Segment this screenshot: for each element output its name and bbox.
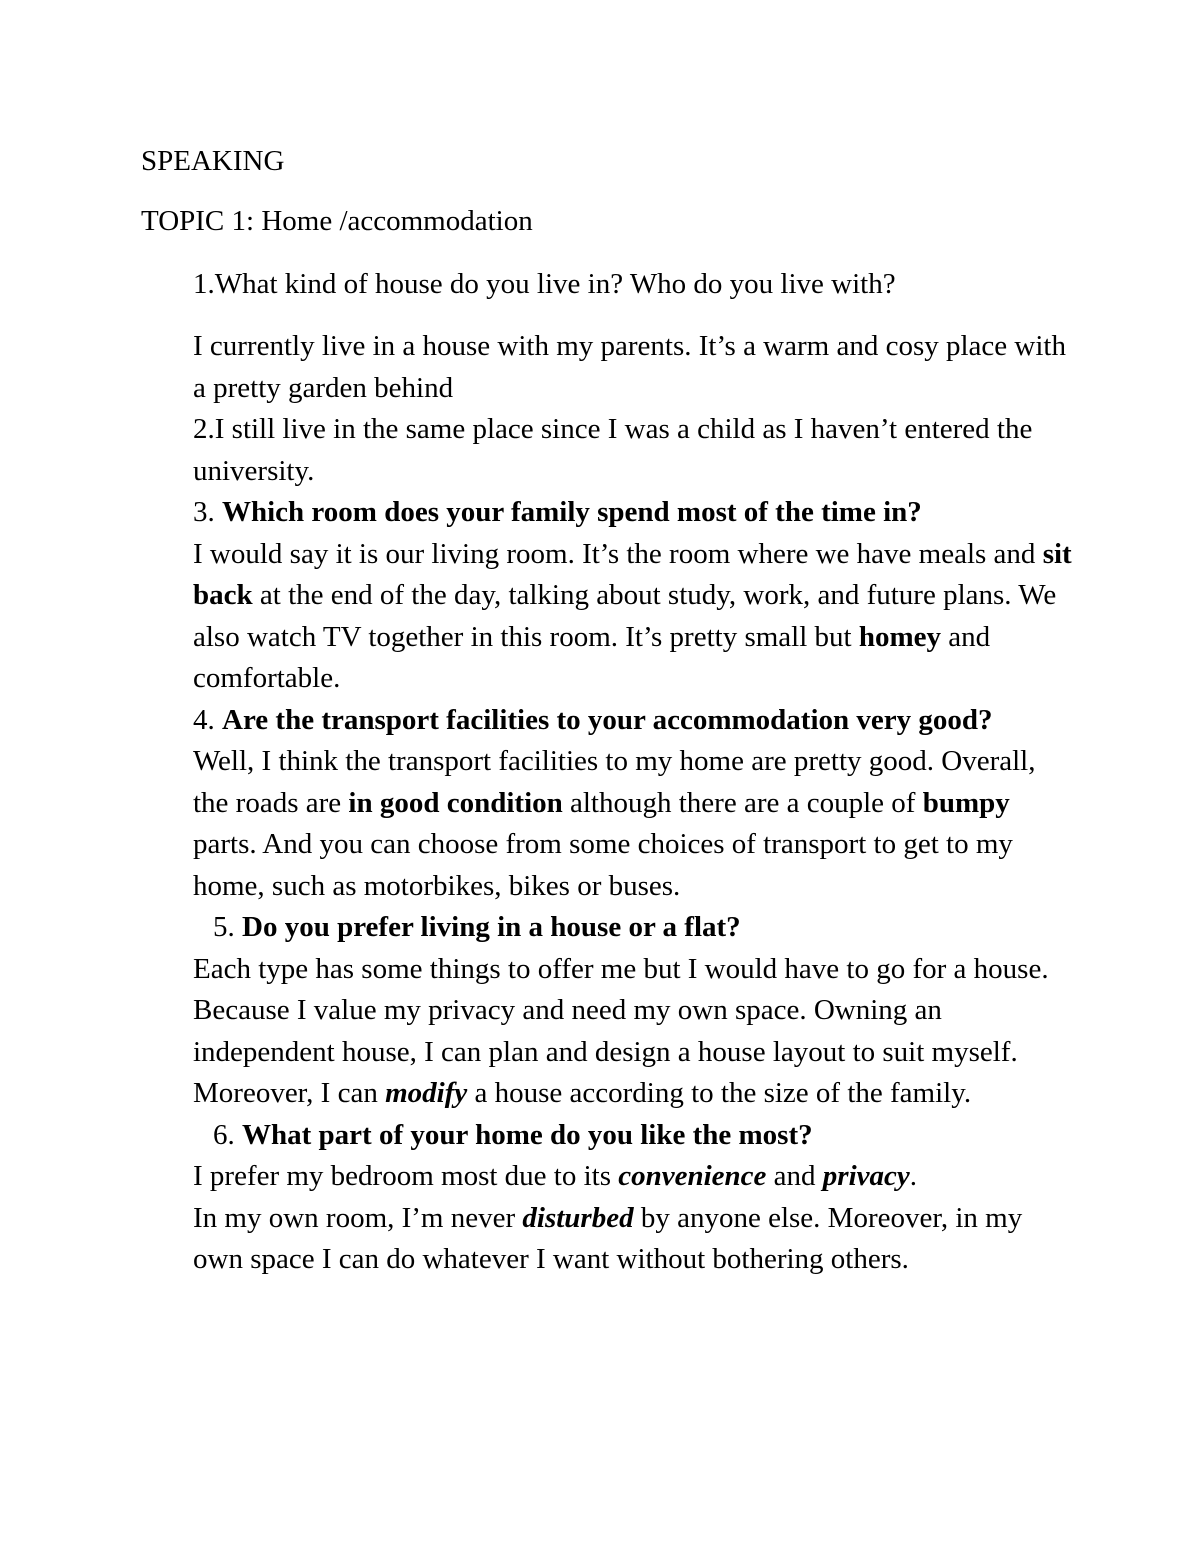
question-6-text: What part of your home do you like the most?	[242, 1118, 813, 1151]
answer-5	[193, 949, 1073, 1115]
answer-4	[193, 741, 1073, 907]
question-4-number: 4.	[193, 703, 222, 736]
answer-6-part-4: In my own room, I’m never	[193, 1201, 523, 1234]
answer-3-part-3: and comfortable.	[193, 620, 991, 694]
answer-6-part-1: I prefer my bedroom most due to its	[193, 1160, 619, 1192]
answer-6-emphasis-2: privacy	[822, 1160, 910, 1192]
answer-5-emphasis-1: modify	[385, 1077, 468, 1109]
answer-6-line-1	[193, 1156, 1073, 1198]
answer-3-part-1: I would say it is our living room. It’s the room where we have meals and	[193, 537, 1043, 570]
answer-6-part-5: by anyone else. Moreover, in my own space I can do whatever I want without bothering others.	[193, 1201, 1023, 1275]
question-5	[193, 907, 1073, 949]
question-3	[193, 492, 1073, 534]
question-6-number: 6.	[213, 1118, 242, 1151]
answer-3	[193, 534, 1073, 700]
answer-4-part-2: although there are a couple of	[562, 786, 923, 819]
question-3-number: 3.	[193, 496, 222, 528]
answer-3-bold-2: homey	[858, 620, 942, 653]
question-6	[193, 1115, 1073, 1157]
answer-5-part-1: Each type has some things to offer me but I would have to go for a house. Because I value my privacy and need my own space. Owning an independent house, I can plan and design a house layout to suit myself. Moreover, I can	[193, 952, 1049, 1109]
question-4-text: Are the transport facilities to your accommodation very good?	[222, 703, 993, 736]
question-3-text: Which room does your family spend most of the time in?	[222, 496, 922, 528]
answer-6-part-3: .	[909, 1160, 918, 1192]
document-heading: SPEAKING	[141, 145, 285, 177]
answer-1: I currently live in a house with my parents. It’s a warm and cosy place with a pretty garden behind	[193, 330, 1066, 404]
answer-4-part-1: Well, I think the transport facilities to my home are pretty good. Overall, the roads are	[193, 745, 1036, 819]
answer-6-emphasis-1: convenience	[618, 1160, 767, 1192]
answer-4-part-3: parts. And you can choose from some choices of transport to get to my home, such as motorbikes, bikes or buses.	[193, 828, 1013, 902]
answer-4-bold-2: bumpy	[922, 786, 1010, 819]
topic-title: TOPIC 1: Home /accommodation	[141, 205, 533, 237]
answer-6-line-2	[193, 1198, 1073, 1281]
answer-6-emphasis-3: disturbed	[522, 1201, 634, 1234]
question-1: 1.What kind of house do you live in? Who do you live with?	[193, 268, 896, 300]
answer-6-part-2: and	[766, 1160, 823, 1192]
answer-3-part-2: at the end of the day, talking about study, work, and future plans. We also watch TV together in this room. It’s pretty small but	[193, 579, 1057, 653]
question-4	[193, 700, 1073, 742]
question-5-text: Do you prefer living in a house or a flat?	[242, 911, 741, 943]
answer-5-part-2: a house according to the size of the family.	[467, 1077, 972, 1109]
answer-3-bold-1: sit back	[193, 537, 1072, 611]
answer-2: 2.I still live in the same place since I was a child as I haven’t entered the university.	[193, 413, 1033, 487]
answers-body	[193, 326, 1073, 1281]
question-5-number: 5.	[213, 911, 242, 943]
answer-4-bold-1: in good condition	[348, 786, 563, 819]
